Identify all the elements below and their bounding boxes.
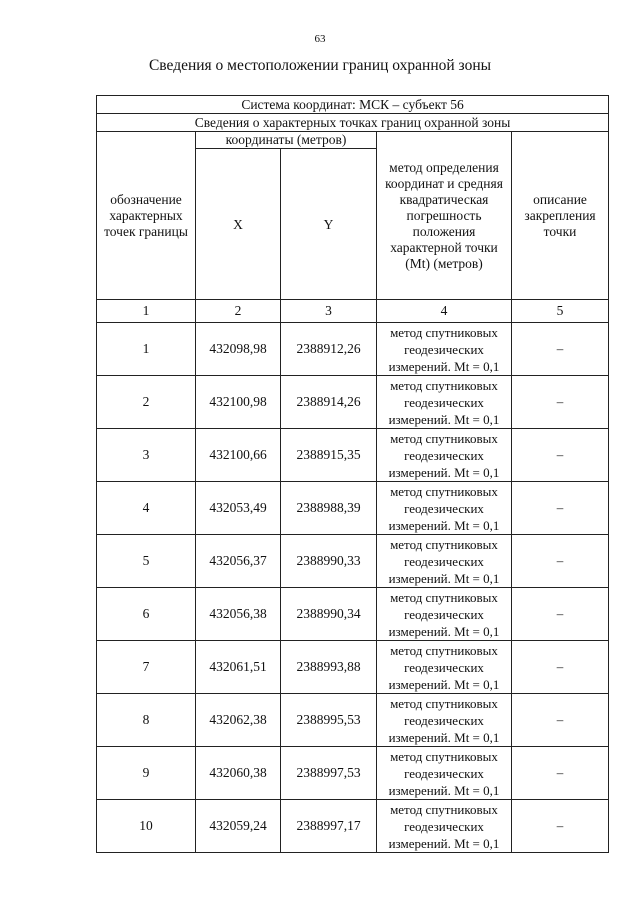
y-coordinate-cell: 2388997,53 bbox=[281, 747, 377, 800]
description-cell: – bbox=[512, 588, 609, 641]
table-row bbox=[97, 535, 609, 588]
table-caption-cell: Сведения о характерных точках границ охранной зоны bbox=[97, 114, 609, 132]
table-row bbox=[97, 747, 609, 800]
x-coordinate-cell: 432056,37 bbox=[196, 535, 281, 588]
method-cell: метод спутниковых геодезических измерений. Mt = 0,1 bbox=[377, 323, 512, 376]
document-title: Сведения о местоположении границ охранной зоны bbox=[148, 57, 492, 74]
description-cell: – bbox=[512, 482, 609, 535]
description-cell: – bbox=[512, 323, 609, 376]
header-coordinates: координаты (метров) bbox=[196, 132, 377, 149]
y-coordinate-cell: 2388997,17 bbox=[281, 800, 377, 853]
table-row bbox=[97, 429, 609, 482]
x-coordinate-cell: 432100,66 bbox=[196, 429, 281, 482]
y-coordinate-cell: 2388988,39 bbox=[281, 482, 377, 535]
method-cell: метод спутниковых геодезических измерений. Mt = 0,1 bbox=[377, 482, 512, 535]
coordinate-system-cell: Система координат: МСК – субъект 56 bbox=[97, 96, 609, 114]
y-coordinate-cell: 2388914,26 bbox=[281, 376, 377, 429]
coordinates-table bbox=[96, 95, 609, 853]
description-cell: – bbox=[512, 429, 609, 482]
table-row bbox=[97, 641, 609, 694]
x-coordinate-cell: 432060,38 bbox=[196, 747, 281, 800]
x-coordinate-cell: 432059,24 bbox=[196, 800, 281, 853]
y-coordinate-cell: 2388995,53 bbox=[281, 694, 377, 747]
point-cell: 1 bbox=[97, 323, 196, 376]
point-cell: 10 bbox=[97, 800, 196, 853]
column-number: 3 bbox=[281, 300, 377, 323]
point-cell: 5 bbox=[97, 535, 196, 588]
column-numbers-row bbox=[97, 300, 609, 323]
column-number: 1 bbox=[97, 300, 196, 323]
header-row bbox=[97, 132, 609, 149]
point-cell: 8 bbox=[97, 694, 196, 747]
description-cell: – bbox=[512, 800, 609, 853]
point-cell: 2 bbox=[97, 376, 196, 429]
method-cell: метод спутниковых геодезических измерений. Mt = 0,1 bbox=[377, 429, 512, 482]
point-cell: 3 bbox=[97, 429, 196, 482]
method-cell: метод спутниковых геодезических измерений. Mt = 0,1 bbox=[377, 641, 512, 694]
table-row bbox=[97, 588, 609, 641]
method-cell: метод спутниковых геодезических измерений. Mt = 0,1 bbox=[377, 588, 512, 641]
table-row bbox=[97, 323, 609, 376]
table-row bbox=[97, 482, 609, 535]
page-number: 63 bbox=[314, 33, 326, 45]
table-caption-row bbox=[97, 114, 609, 132]
method-cell: метод спутниковых геодезических измерений. Mt = 0,1 bbox=[377, 376, 512, 429]
point-cell: 6 bbox=[97, 588, 196, 641]
x-coordinate-cell: 432056,38 bbox=[196, 588, 281, 641]
table-row bbox=[97, 376, 609, 429]
table-row bbox=[97, 800, 609, 853]
header-x: X bbox=[196, 149, 281, 300]
coordinate-system-row bbox=[97, 96, 609, 114]
y-coordinate-cell: 2388993,88 bbox=[281, 641, 377, 694]
header-y: Y bbox=[281, 149, 377, 300]
description-cell: – bbox=[512, 535, 609, 588]
y-coordinate-cell: 2388990,34 bbox=[281, 588, 377, 641]
method-cell: метод спутниковых геодезических измерений. Mt = 0,1 bbox=[377, 800, 512, 853]
x-coordinate-cell: 432098,98 bbox=[196, 323, 281, 376]
description-cell: – bbox=[512, 747, 609, 800]
method-cell: метод спутниковых геодезических измерений. Mt = 0,1 bbox=[377, 694, 512, 747]
method-cell: метод спутниковых геодезических измерений. Mt = 0,1 bbox=[377, 747, 512, 800]
header-method: метод определения координат и средняя квадратическая погрешность положения характерной точки (Mt) (метров) bbox=[377, 132, 512, 300]
column-number: 5 bbox=[512, 300, 609, 323]
x-coordinate-cell: 432100,98 bbox=[196, 376, 281, 429]
column-number: 2 bbox=[196, 300, 281, 323]
header-description: описание закрепления точки bbox=[512, 132, 609, 300]
x-coordinate-cell: 432053,49 bbox=[196, 482, 281, 535]
column-number: 4 bbox=[377, 300, 512, 323]
description-cell: – bbox=[512, 694, 609, 747]
method-cell: метод спутниковых геодезических измерений. Mt = 0,1 bbox=[377, 535, 512, 588]
description-cell: – bbox=[512, 376, 609, 429]
x-coordinate-cell: 432062,38 bbox=[196, 694, 281, 747]
x-coordinate-cell: 432061,51 bbox=[196, 641, 281, 694]
y-coordinate-cell: 2388990,33 bbox=[281, 535, 377, 588]
point-cell: 9 bbox=[97, 747, 196, 800]
header-designation: обозначение характерных точек границы bbox=[97, 132, 196, 300]
y-coordinate-cell: 2388915,35 bbox=[281, 429, 377, 482]
y-coordinate-cell: 2388912,26 bbox=[281, 323, 377, 376]
point-cell: 7 bbox=[97, 641, 196, 694]
point-cell: 4 bbox=[97, 482, 196, 535]
table-row bbox=[97, 694, 609, 747]
description-cell: – bbox=[512, 641, 609, 694]
